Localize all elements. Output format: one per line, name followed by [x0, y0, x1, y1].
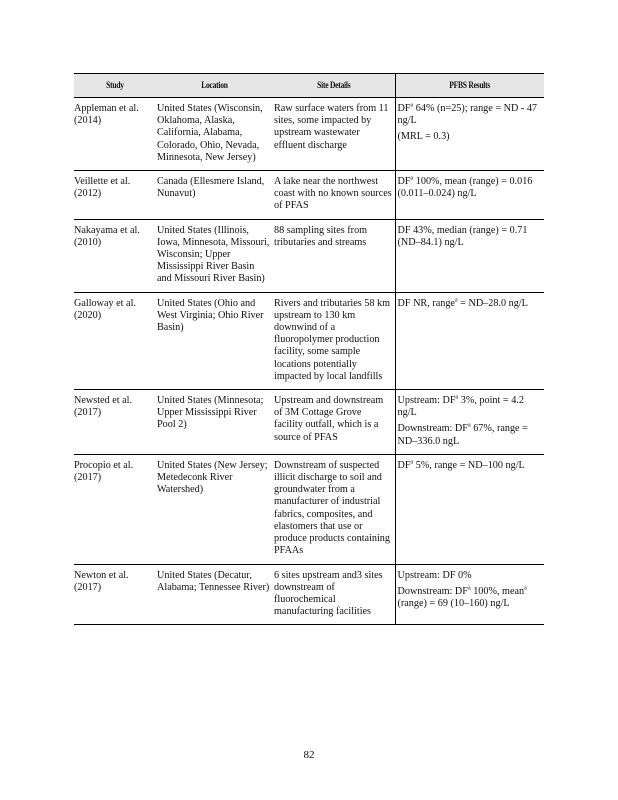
result-text: (MRL = 0.3) — [397, 131, 450, 143]
footnote-marker: a — [467, 423, 471, 430]
result-text: (range) = 69 (10–160) ng/L — [397, 597, 510, 609]
pfbs-results-table — [74, 73, 544, 625]
location-cell: Canada (Ellesmere Island, Nunavut) — [156, 171, 273, 220]
result-line — [398, 176, 545, 200]
site-details-cell: Rivers and tributaries 58 km upstream to 130 km downwind of a fluoropolymer production facility, some sample locations potentially impacted by local landfills — [273, 292, 395, 389]
result-text: DF NR, range — [397, 297, 455, 309]
table-body — [74, 98, 544, 625]
result-text: = ND–28.0 ng/L — [457, 297, 528, 309]
footnote-marker: a — [455, 394, 459, 401]
location-cell: United States (Minnesota; Upper Mississippi River Pool 2) — [156, 390, 273, 455]
study-cell: Veillette et al. (2012) — [74, 171, 156, 220]
result-text: DF 43%, median (range) = 0.71 (ND–84.1) ng/L — [397, 224, 528, 248]
footnote-marker: a — [410, 175, 414, 182]
pfbs-result-cell — [395, 292, 544, 389]
result-text: 5%, range = ND–100 ng/L — [413, 459, 525, 471]
result-text: 67%, range = ND–336.0 ngL — [397, 423, 528, 447]
result-text: Downstream: DF — [397, 423, 468, 435]
result-line — [398, 395, 545, 419]
table-row — [74, 98, 544, 171]
table-row — [74, 292, 544, 389]
location-cell: United States (Wisconsin, Oklahoma, Alaska, California, Alabama, Colorado, Ohio, Nevada, Minnesota, New Jersey) — [156, 98, 273, 171]
result-line — [398, 131, 545, 143]
header-site-details: Site Details — [284, 74, 384, 98]
result-text: DF — [397, 459, 411, 471]
result-text: 3%, point = 4.2 ng/L — [397, 395, 524, 419]
location-cell: United States (Ohio and West Virginia; Ohio River Basin) — [156, 292, 273, 389]
result-text: DF — [397, 176, 411, 188]
pfbs-result-cell — [395, 98, 544, 171]
footnote-marker: a — [454, 297, 458, 304]
location-cell: United States (Illinois, Iowa, Minnesota, Missouri, Wisconsin; Upper Mississippi River Basin and Missouri River Basin) — [156, 219, 273, 292]
result-text: Upstream: DF 0% — [397, 569, 472, 581]
result-text: 64% (n=25); range = ND - 47 ng/L — [397, 103, 538, 127]
page-number: 82 — [303, 749, 315, 761]
result-text: Downstream: DF — [397, 585, 468, 597]
table-row — [74, 171, 544, 220]
header-location: Location — [167, 74, 263, 98]
result-line — [398, 103, 545, 127]
result-text: 100%, mean — [470, 585, 525, 597]
study-cell: Appleman et al. (2014) — [74, 98, 156, 171]
result-line — [398, 423, 545, 447]
table-row — [74, 454, 544, 564]
table-row — [74, 564, 544, 625]
pfbs-result-cell — [395, 454, 544, 564]
table-row — [74, 390, 544, 455]
table-header-row — [74, 74, 544, 98]
result-line — [398, 570, 545, 582]
result-text: DF — [397, 103, 411, 114]
result-text: 100%, mean (range) = 0.016 (0.011–0.024) ng/L — [397, 176, 533, 200]
site-details-cell: Upstream and downstream of 3M Cottage Grove facility outfall, which is a source of PFAS — [273, 390, 395, 455]
location-cell: United States (New Jersey; Metedeconk River Watershed) — [156, 454, 273, 564]
header-pfbs-results: PFBS Results — [408, 74, 530, 98]
footnote-marker: a — [410, 459, 414, 466]
study-cell: Nakayama et al. (2010) — [74, 219, 156, 292]
footnote-marker: a — [467, 585, 471, 592]
site-details-cell: A lake near the northwest coast with no known sources of PFAS — [273, 171, 395, 220]
site-details-cell: 6 sites upstream and3 sites downstream of fluorochemical manufacturing facilities — [273, 564, 395, 625]
site-details-cell: Raw surface waters from 11 sites, some impacted by upstream wastewater effluent discharge — [273, 98, 395, 171]
study-cell: Procopio et al. (2017) — [74, 454, 156, 564]
result-text: Upstream: DF — [397, 395, 456, 407]
site-details-cell: 88 sampling sites from tributaries and streams — [273, 219, 395, 292]
site-details-cell: Downstream of suspected illicit discharge to soil and groundwater from a manufacturer of industrial fabrics, composites, and elastomers that use or produce products containing PFAAs — [273, 454, 395, 564]
pfbs-result-cell — [395, 390, 544, 455]
location-cell: United States (Decatur, Alabama; Tennessee River) — [156, 564, 273, 625]
result-line — [398, 460, 545, 472]
study-cell: Galloway et al. (2020) — [74, 292, 156, 389]
header-study: Study — [81, 74, 148, 98]
study-cell: Newsted et al. (2017) — [74, 390, 156, 455]
pfbs-result-cell — [395, 219, 544, 292]
table-row — [74, 219, 544, 292]
pfbs-result-cell — [395, 171, 544, 220]
result-line — [398, 225, 545, 249]
pfbs-result-cell — [395, 564, 544, 625]
result-line — [398, 298, 545, 310]
footnote-marker: a — [410, 102, 414, 109]
footnote-marker: a — [524, 585, 527, 592]
study-cell: Newton et al. (2017) — [74, 564, 156, 625]
result-line — [398, 586, 545, 610]
